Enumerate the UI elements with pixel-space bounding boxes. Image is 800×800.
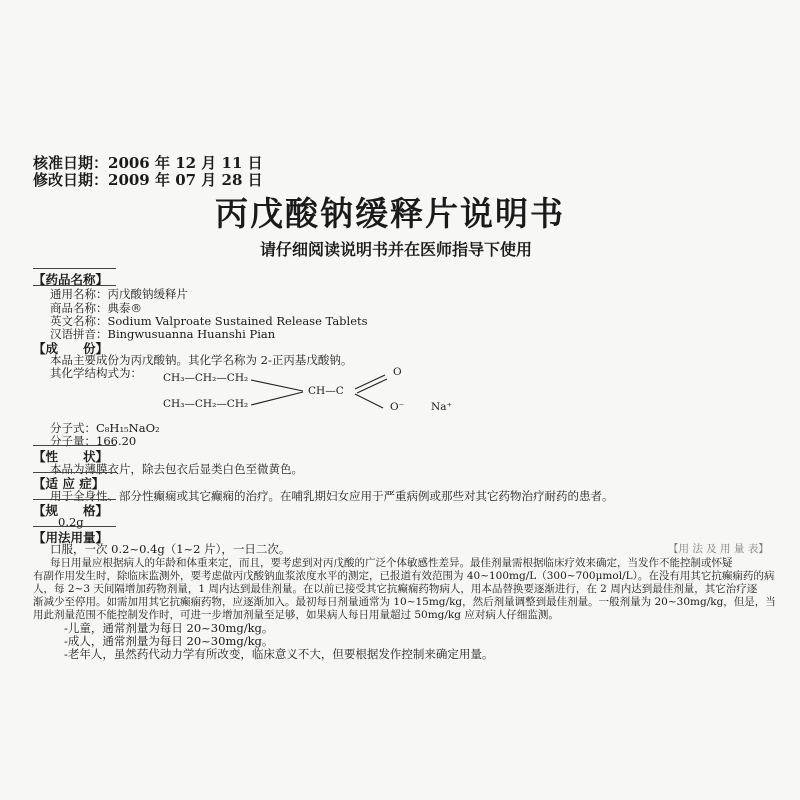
dosage-line: 渐减少至停用。如需加用其它抗癫痫药物，应逐渐加入。最初每日剂量通常为 10~15mg/kg，然后剂量调整到最佳剂量。一般剂量为 20~30mg/kg，但是，当: [33, 596, 776, 608]
oxygen-anion: O⁻: [390, 401, 405, 413]
english-name: 英文名称：Sodium Valproate Sustained Release Tablets: [50, 314, 368, 328]
sodium-ion: Na⁺: [431, 401, 452, 413]
section-heading-indications: 【适 应 症】: [33, 476, 105, 491]
section-heading-drug-name: 【药品名称】: [33, 272, 109, 287]
oxygen-double: O: [393, 366, 402, 378]
heading-rule: [33, 472, 116, 473]
dosage-children: -儿童，通常剂量为每日 20~30mg/kg。: [64, 621, 274, 635]
dosage-table-tag: 【用 法 及 用 量 表】: [668, 543, 769, 555]
heading-rule: [33, 268, 116, 269]
section-heading-dosage: 【用法用量】: [33, 530, 109, 545]
revision-date: 修改日期：2009 年 07 月 28 日: [33, 171, 263, 189]
molecular-weight: 分子量：166.20: [50, 434, 137, 448]
dosage-line: 用此剂量范围不能控制发作时，可进一步增加剂量至足够，如果病人每日用量超过 50mg/kg 应对病人仔细监测。: [33, 609, 559, 621]
dosage-line: 人，每 2~3 天间隔增加药物剂量，1 周内达到最佳剂量。在以前已接受其它抗癫痫药物病人，用本品替换要逐渐进行，在 2 周内达到最佳剂量，其它治疗逐: [33, 583, 758, 595]
dosage-line: 每日用量应根据病人的年龄和体重来定，而且，要考虑到对丙戊酸的广泛个体敏感性差异。最佳剂量需根据临床疗效来确定，当发作不能控制或怀疑: [50, 557, 733, 569]
chain-bottom: CH₃—CH₂—CH₂: [163, 398, 249, 410]
dosage-adults: -成人，通常剂量为每日 20~30mg/kg。: [64, 634, 274, 648]
properties-text: 本品为薄膜衣片，除去包衣后显类白色至微黄色。: [50, 462, 303, 476]
pinyin-name: 汉语拼音：Bingwusuanna Huanshi Pian: [50, 327, 276, 341]
dates-block: [33, 155, 263, 189]
dosage-line: 有副作用发生时，除临床监测外，要考虑做丙戊酸钠血浆浓度水平的测定，已报道有效范围为 40~100mg/L（300~700μmol/L）。在没有用其它抗癫痫药的病: [33, 570, 775, 582]
trade-name: 商品名称：典泰®: [50, 301, 142, 315]
section-heading-properties: 【性 状】: [33, 449, 109, 464]
molecular-formula: 分子式：C₈H₁₅NaO₂: [50, 421, 160, 435]
dosage-line: 口服，一次 0.2~0.4g（1~2 片），一日二次。: [50, 542, 291, 556]
document-subtitle: 请仔细阅读说明书并在医师指导下使用: [260, 240, 533, 259]
structure-label: 其化学结构式为：: [50, 366, 142, 380]
generic-name: 通用名称：丙戊酸钠缓释片: [50, 287, 188, 301]
ch-group: CH—C: [308, 385, 344, 397]
structure-bonds: [245, 372, 445, 422]
heading-rule: [33, 526, 116, 527]
indications-text: 用于全身性、部分性癫痫或其它癫痫的治疗。在哺乳期妇女应用于严重病例或那些对其它药物治疗耐药的患者。: [50, 489, 614, 503]
chain-top: CH₃—CH₂—CH₂: [163, 372, 249, 384]
heading-rule: [33, 499, 116, 500]
spec-text: 0.2g: [58, 515, 84, 529]
ingredients-text: 本品主要成份为丙戊酸钠。其化学名称为 2-正丙基戊酸钠。: [50, 353, 353, 367]
section-heading-spec: 【规 格】: [33, 503, 109, 518]
heading-rule: [33, 445, 116, 446]
document-title: 丙戊酸钠缓释片说明书: [215, 194, 565, 233]
approval-date: 核准日期：2006 年 12 月 11 日: [33, 154, 263, 172]
dosage-elderly: -老年人，虽然药代动力学有所改变，临床意义不大，但要根据发作控制来确定用量。: [64, 647, 494, 661]
section-heading-ingredients: 【成 份】: [33, 341, 109, 356]
